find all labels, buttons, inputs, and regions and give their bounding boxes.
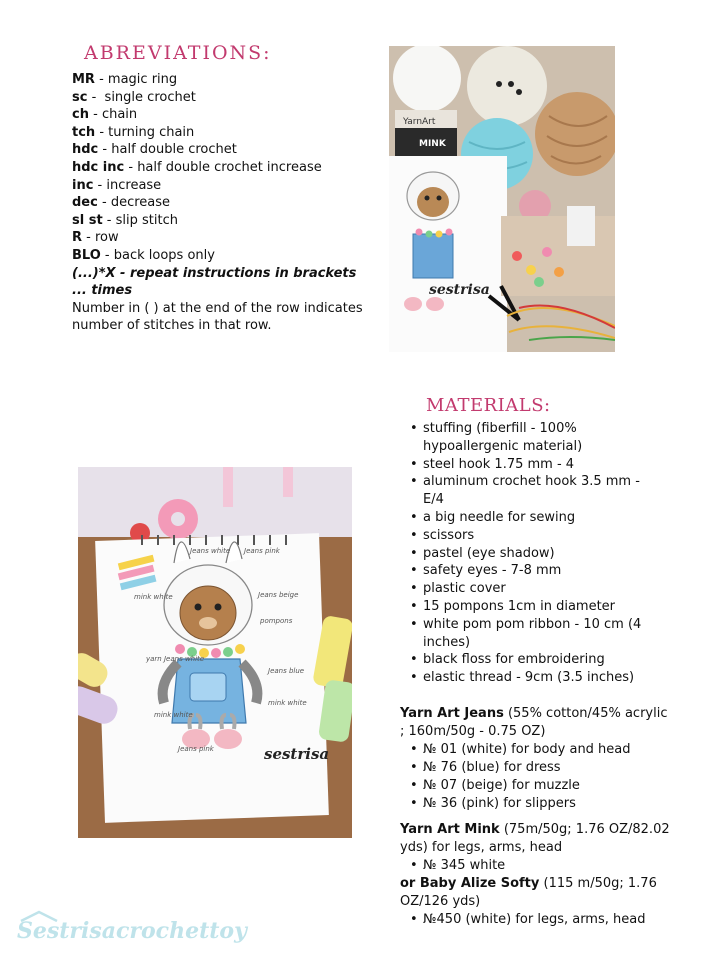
abbr-desc: magic ring (107, 72, 178, 87)
abbr-key: sc (72, 89, 88, 105)
abbr-sep: - (124, 159, 138, 175)
abbr-row (72, 71, 372, 89)
logo-roof-icon (19, 910, 59, 922)
yarn-item: • № 345 white (410, 857, 670, 875)
abbr-note: Number in ( ) at the end of the row indicates number of stitches in that row. (72, 300, 363, 334)
sketch-illustration (78, 467, 352, 838)
abbr-sep: - (93, 177, 107, 193)
abbr-sep: - (98, 142, 112, 158)
abbr-row (72, 194, 372, 212)
abbr-sep: - (87, 89, 105, 105)
yarn-item: • №450 (white) for legs, arms, head (410, 911, 670, 929)
yarn-mink-spec: (75m/50g; 1.76 OZ/82.02 yds) for legs, arms, head (400, 822, 670, 855)
yarn-alize-desc (400, 875, 670, 911)
material-item: • steel hook 1.75 mm - 4 (410, 456, 646, 474)
abbr-row (72, 141, 372, 159)
abbr-key: BLO (72, 247, 101, 263)
abbreviations-list (72, 71, 372, 335)
material-item: • scissors (410, 527, 646, 545)
material-item: • a big needle for sewing (410, 509, 646, 527)
material-item: • black floss for embroidering (410, 651, 646, 669)
abbr-sep: - (94, 72, 108, 87)
abbr-row (72, 89, 372, 107)
material-item: • elastic thread - 9cm (3.5 inches) (410, 669, 646, 687)
sketch-label: Jeans pink (244, 547, 280, 555)
material-item: • white pom pom ribbon - 10 cm (4 inches) (410, 616, 646, 652)
material-item: • safety eyes - 7-8 mm (410, 562, 646, 580)
abbr-key: ch (72, 107, 89, 123)
abbreviations-title: ABREVIATIONS: (84, 42, 272, 64)
abbr-row (72, 159, 372, 177)
abbr-repeat: (...)*X - repeat instructions in brackets ... times (72, 265, 357, 299)
yarnart-label: YarnArt (403, 117, 436, 127)
sketch-label: Jeans beige (258, 591, 299, 599)
abbr-key: hdc (72, 142, 99, 158)
abbr-sep: - (97, 195, 111, 211)
material-item: • pastel (eye shadow) (410, 545, 646, 563)
sketch-label: mink white (134, 593, 173, 601)
materials-list (410, 420, 646, 687)
abbr-key: dec (72, 195, 98, 211)
abbr-row (72, 177, 372, 195)
abbr-row (72, 212, 372, 230)
sketch-label: pompons (260, 617, 293, 625)
yarn-alize-spec: (115 m/50g; 1.76 OZ/126 yds) (400, 876, 657, 909)
material-item: • stuffing (fiberfill - 100% hypoallergenic material) (410, 420, 646, 456)
sketch-label: Jeans pink (178, 745, 214, 753)
abbr-key: MR (72, 72, 95, 87)
watermark-top: sestrisa (429, 282, 490, 298)
abbr-desc: chain (101, 107, 138, 123)
mink-label: MINK (419, 139, 446, 149)
abbr-desc: turning chain (108, 124, 195, 140)
abbr-sep: - (82, 230, 95, 246)
yarn-mink-desc (400, 821, 670, 857)
abbr-desc: single crochet (104, 89, 196, 105)
material-item: • aluminum crochet hook 3.5 mm - E/4 (410, 473, 646, 509)
yarn-materials-illustration (389, 46, 615, 352)
abbr-sep: - (100, 247, 114, 263)
abbr-key: sl st (72, 212, 103, 228)
yarn-alize-brand: or Baby Alize Softy (400, 876, 540, 891)
sketch-label: Jeans blue (268, 667, 305, 675)
watermark-bottom: sestrisa (264, 745, 330, 763)
material-item: • 15 pompons 1cm in diameter (410, 598, 646, 616)
yarn-jeans-spec: (55% cotton/45% acrylic ; 160m/50g - 0.75 OZ) (400, 706, 668, 739)
sketch-photo (78, 467, 352, 838)
yarn-jeans-brand: Yarn Art Jeans (400, 706, 504, 721)
sketch-label: mink white (154, 711, 193, 719)
yarn-item: • № 07 (beige) for muzzle (410, 777, 670, 795)
abbr-key: R (72, 230, 83, 246)
yarn-materials-photo (389, 46, 615, 352)
abbr-key: hdc inc (72, 159, 125, 175)
abbr-sep: - (88, 107, 102, 123)
abbr-row (72, 124, 372, 142)
logo-text: Sestrisacrochettoy (17, 918, 247, 944)
yarn-mink-list (410, 857, 670, 875)
abbr-desc: half double crochet increase (137, 159, 322, 175)
yarn-mink-brand: Yarn Art Mink (400, 822, 500, 837)
abbr-row (72, 229, 372, 247)
yarn-item: • № 01 (white) for body and head (410, 741, 670, 759)
abbr-desc: half double crochet (111, 142, 237, 158)
yarn-item: • № 76 (blue) for dress (410, 759, 670, 777)
abbr-desc: increase (106, 177, 162, 193)
abbr-key: tch (72, 124, 96, 140)
sketch-label: Jeans white (190, 547, 231, 555)
abbr-sep: - (102, 212, 116, 228)
abbr-desc: decrease (110, 195, 171, 211)
sketch-label: yarn Jeans white (146, 655, 205, 663)
abbr-row (72, 247, 372, 265)
materials-title: MATERIALS: (426, 395, 551, 416)
abbr-desc: back loops only (113, 247, 215, 263)
abbr-desc: slip stitch (115, 212, 178, 228)
sketch-label: mink white (268, 699, 307, 707)
material-item: • plastic cover (410, 580, 646, 598)
yarn-jeans-desc (400, 705, 670, 741)
yarn-jeans-list (410, 741, 670, 813)
brand-logo (17, 918, 247, 944)
abbr-sep: - (95, 124, 109, 140)
yarn-item: • № 36 (pink) for slippers (410, 795, 670, 813)
abbr-row (72, 106, 372, 124)
abbr-desc: row (94, 230, 119, 246)
yarn-section (400, 705, 670, 929)
abbr-key: inc (72, 177, 94, 193)
yarn-alize-list (410, 911, 670, 929)
